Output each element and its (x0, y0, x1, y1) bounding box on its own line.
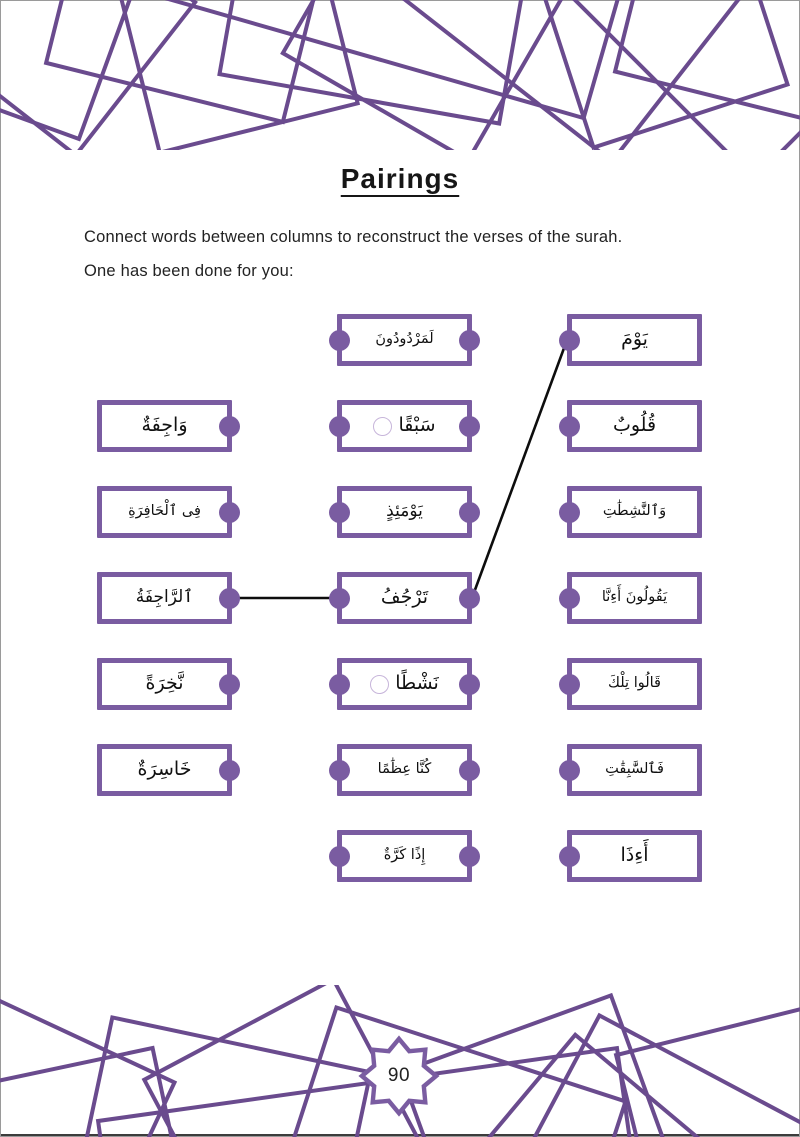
connector-dot[interactable] (329, 760, 350, 781)
arabic-word: نَّخِرَةً (145, 671, 184, 694)
connector-dot[interactable] (219, 760, 240, 781)
connector-dot[interactable] (329, 330, 350, 351)
connector-dot[interactable] (459, 502, 480, 523)
word-box-right-3[interactable] (567, 486, 702, 538)
word-box-right-6[interactable] (567, 744, 702, 796)
instruction-line-1: Connect words between columns to reconstruct the verses of the surah. (84, 228, 623, 246)
connector-dot[interactable] (559, 416, 580, 437)
connector-dot[interactable] (219, 416, 240, 437)
arabic-word: لَمَرْدُودُونَ (375, 330, 434, 347)
word-box-left-4[interactable] (97, 572, 232, 624)
connector-dot[interactable] (559, 674, 580, 695)
page-number: 90 (387, 1065, 411, 1086)
connector-dot[interactable] (559, 330, 580, 351)
connector-dot[interactable] (219, 674, 240, 695)
arabic-word: وَٱلنَّٰشِطَٰتِ (602, 502, 667, 519)
connector-dot[interactable] (559, 760, 580, 781)
arabic-word: نَشْطًا (395, 671, 439, 694)
arabic-word: يَقُولُونَ أَءِنَّا (601, 588, 668, 605)
page-title: Pairings (340, 163, 460, 194)
connector-dot[interactable] (219, 502, 240, 523)
instruction-line-2: One has been done for you: (84, 262, 294, 280)
word-box-middle-3[interactable] (337, 486, 472, 538)
arabic-word: فَٱلسَّٰبِقَٰتِ (605, 760, 664, 777)
arabic-word: يَوْمَئِذٍ (386, 500, 423, 521)
connector-dot[interactable] (559, 846, 580, 867)
page-number-badge (356, 1033, 442, 1119)
word-box-middle-7[interactable] (337, 830, 472, 882)
word-box-left-5[interactable] (97, 658, 232, 710)
example-connection-line (472, 340, 567, 598)
connector-dot[interactable] (459, 330, 480, 351)
word-box-right-7[interactable] (567, 830, 702, 882)
word-box-right-1[interactable] (567, 314, 702, 366)
arabic-word: يَوْمَ (621, 327, 648, 350)
connector-dot[interactable] (459, 760, 480, 781)
arabic-word: قُلُوبٌ (612, 413, 657, 436)
arabic-word: إِذًا كَرَّةٌ (383, 846, 426, 863)
arabic-word: كُنَّا عِظَٰمًا (377, 760, 432, 777)
connector-dot[interactable] (219, 588, 240, 609)
connector-dot[interactable] (459, 846, 480, 867)
connector-dot[interactable] (329, 588, 350, 609)
word-box-middle-4[interactable] (337, 572, 472, 624)
arabic-word: قَالُوا تِلْكَ (608, 674, 661, 691)
connector-dot[interactable] (329, 674, 350, 695)
arabic-word: وَاجِفَةٌ (141, 413, 188, 436)
circle-mark-icon (373, 417, 392, 436)
arabic-word: تَرْجُفُ (380, 585, 429, 608)
connector-dot[interactable] (559, 588, 580, 609)
word-box-right-5[interactable] (567, 658, 702, 710)
word-box-middle-5[interactable] (337, 658, 472, 710)
arabic-word: أَءِذَا (620, 843, 649, 866)
arabic-word: ٱلرَّاجِفَةُ (135, 586, 194, 607)
connector-dot[interactable] (459, 588, 480, 609)
circle-mark-icon (370, 675, 389, 694)
word-box-middle-2[interactable] (337, 400, 472, 452)
connector-dot[interactable] (459, 674, 480, 695)
word-box-left-3[interactable] (97, 486, 232, 538)
word-box-middle-6[interactable] (337, 744, 472, 796)
arabic-word: سَبْقًا (398, 413, 436, 436)
connector-dot[interactable] (329, 416, 350, 437)
connector-dot[interactable] (559, 502, 580, 523)
word-box-right-2[interactable] (567, 400, 702, 452)
connector-dot[interactable] (329, 846, 350, 867)
word-box-left-6[interactable] (97, 744, 232, 796)
word-box-left-2[interactable] (97, 400, 232, 452)
connector-dot[interactable] (329, 502, 350, 523)
header-pattern (0, 0, 800, 150)
arabic-word: فِى ٱلْحَافِرَةِ (128, 502, 201, 519)
connector-dot[interactable] (459, 416, 480, 437)
arabic-word: خَاسِرَةٌ (137, 757, 192, 780)
word-box-middle-1[interactable] (337, 314, 472, 366)
word-box-right-4[interactable] (567, 572, 702, 624)
